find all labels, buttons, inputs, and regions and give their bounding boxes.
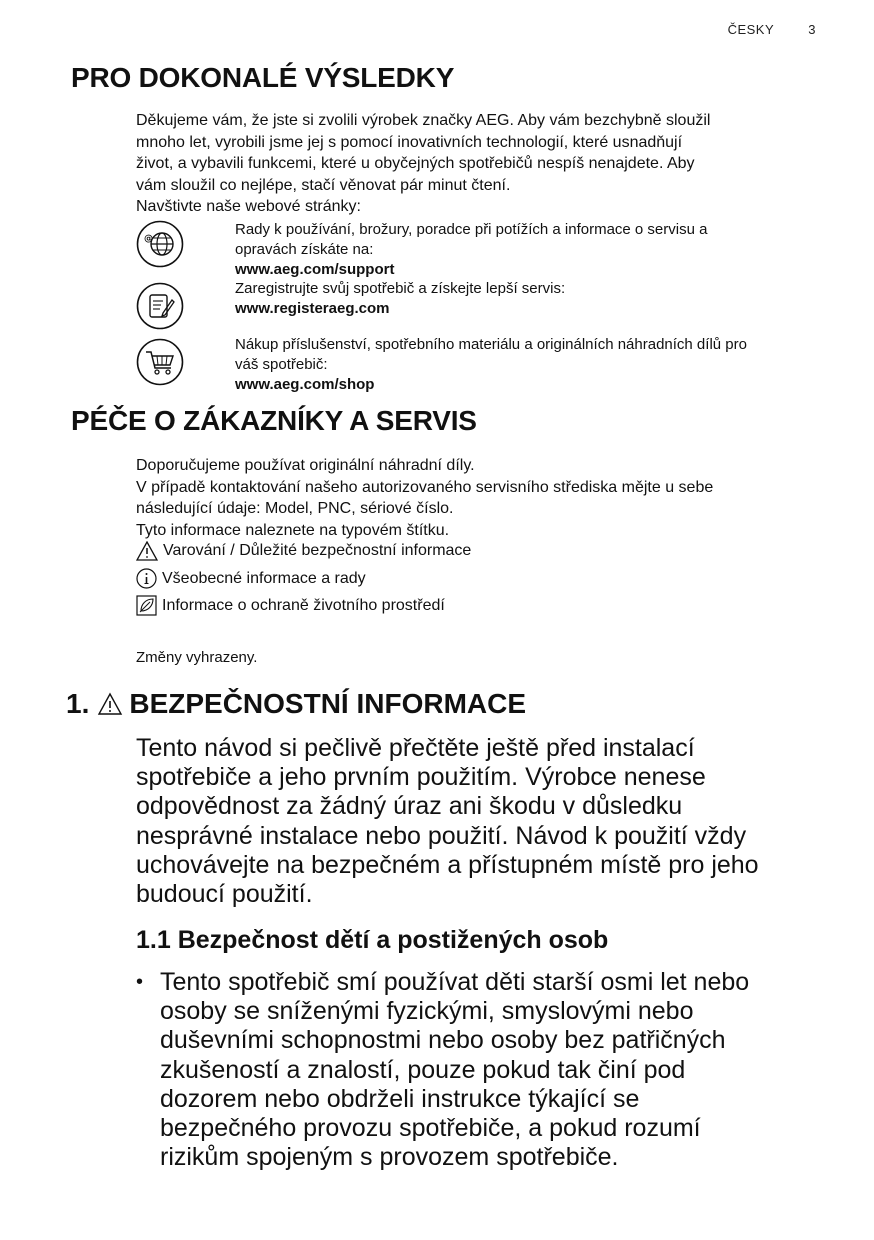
warning-icon: [97, 692, 123, 716]
safety-intro-line: odpovědnost za žádný úraz ani škodu v důsledku: [136, 792, 683, 821]
care-line: V případě kontaktování našeho autorizovaného servisního střediska mějte u sebe: [136, 478, 714, 496]
page-header: [728, 22, 816, 37]
register-url-link[interactable]: www.registeraeg.com: [235, 300, 390, 317]
register-icon: [136, 282, 184, 330]
section-number: 1.: [66, 688, 90, 719]
register-line: Zaregistrujte svůj spotřebič a získejte lepší servis:: [235, 280, 566, 297]
customer-care-paragraph: [136, 455, 826, 541]
bullet-line: zkušeností a znalostí, pouze pokud tak činí pod: [160, 1055, 686, 1084]
bullet-text: [160, 968, 826, 1172]
environment-symbol-line: [136, 595, 445, 616]
leaf-icon: [136, 595, 157, 616]
bullet-line: Tento spotřebič smí používat děti starší osmi let nebo: [160, 968, 750, 996]
support-link-row: [136, 220, 826, 278]
changes-note-text: Změny vyhrazeny.: [136, 649, 258, 666]
register-link-text: [235, 279, 815, 319]
shop-link-row: [136, 336, 826, 393]
section-title-results: PRO DOKONALÉ VÝSLEDKY: [71, 62, 455, 93]
support-link-text: [235, 220, 815, 280]
language-label: ČESKY: [727, 22, 775, 37]
subsection-title-children: 1.1 Bezpečnost dětí a postižených osob: [136, 926, 609, 954]
section-title-safety: BEZPEČNOSTNÍ INFORMACE: [129, 688, 527, 719]
intro-line: Navštivte naše webové stránky:: [136, 198, 361, 215]
register-link-row: [136, 282, 826, 334]
care-line: Doporučujeme používat originální náhradní díly.: [136, 457, 475, 474]
warning-icon: [136, 541, 158, 561]
support-line: opravách získáte na:: [235, 241, 374, 258]
bullet-dot: •: [136, 971, 144, 993]
bullet-line: duševními schopnostmi nebo osoby bez patřičných: [160, 1026, 726, 1055]
globe-icon: [136, 220, 184, 268]
safety-intro-line: Tento návod si pečlivě přečtěte ještě před instalací: [136, 734, 695, 762]
shop-line: Nákup příslušenství, spotřebního materiálu a originálních náhradních dílů pro: [235, 336, 747, 353]
bullet-line: osoby se sníženými fyzickými, smyslovými nebo: [160, 997, 694, 1026]
safety-intro-line: nesprávné instalace nebo použití. Návod k použití vždy: [136, 821, 747, 850]
shop-link-text: [235, 335, 815, 395]
intro-line: mnoho let, vyrobili jsme jej s pomocí inovativních technologií, které usnadňují: [136, 133, 683, 151]
bullet-line: rizikům spojeným s provozem spotřebiče.: [160, 1143, 619, 1172]
shop-line: váš spotřebič:: [235, 356, 328, 373]
shopping-cart-icon: [136, 338, 184, 386]
bullet-item: [136, 968, 826, 1172]
changes-note: [136, 647, 826, 669]
support-url-link[interactable]: www.aeg.com/support: [235, 261, 395, 278]
safety-intro-paragraph: [136, 734, 836, 909]
support-line: Rady k používání, brožury, poradce při potížích a informace o servisu a: [235, 221, 708, 238]
info-icon: [136, 568, 157, 589]
safety-intro-line: spotřebiče a jeho prvním použitím. Výrobce nenese: [136, 763, 706, 792]
safety-intro-line: budoucí použití.: [136, 880, 313, 909]
page-number: 3: [808, 22, 816, 37]
shop-url-link[interactable]: www.aeg.com/shop: [235, 376, 375, 393]
intro-line: vám sloužil co nejlépe, stačí věnovat pár minut čtení.: [136, 176, 511, 194]
intro-line: život, a vybavili funkcemi, které u obyčejných spotřebičů nespíš nenajdete. Aby: [136, 155, 695, 172]
environment-label: Informace o ochraně životního prostředí: [162, 596, 445, 614]
info-label: Všeobecné informace a rady: [162, 569, 366, 587]
bullet-line: bezpečného provozu spotřebiče, a pokud rozumí: [160, 1114, 701, 1143]
safety-section-heading: [66, 688, 526, 720]
bullet-line: dozorem nebo obdrželi instrukce týkající se: [160, 1084, 640, 1113]
section-title-customer-care: PÉČE O ZÁKAZNÍKY A SERVIS: [71, 405, 477, 436]
care-line: Tyto informace naleznete na typovém štítku.: [136, 521, 450, 539]
warning-label: Varování / Důležité bezpečnostní informace: [163, 542, 472, 559]
svg-text:@: @: [144, 234, 153, 244]
warning-symbol-line: [136, 541, 471, 561]
safety-intro-line: uchovávejte na bezpečném a přístupném místě pro jeho: [136, 850, 759, 879]
care-line: následující údaje: Model, PNC, sériové číslo.: [136, 500, 454, 517]
info-symbol-line: [136, 568, 366, 589]
intro-line: Děkujeme vám, že jste si zvolili výrobek značky AEG. Aby vám bezchybně sloužil: [136, 112, 711, 129]
intro-paragraph: [136, 110, 826, 218]
